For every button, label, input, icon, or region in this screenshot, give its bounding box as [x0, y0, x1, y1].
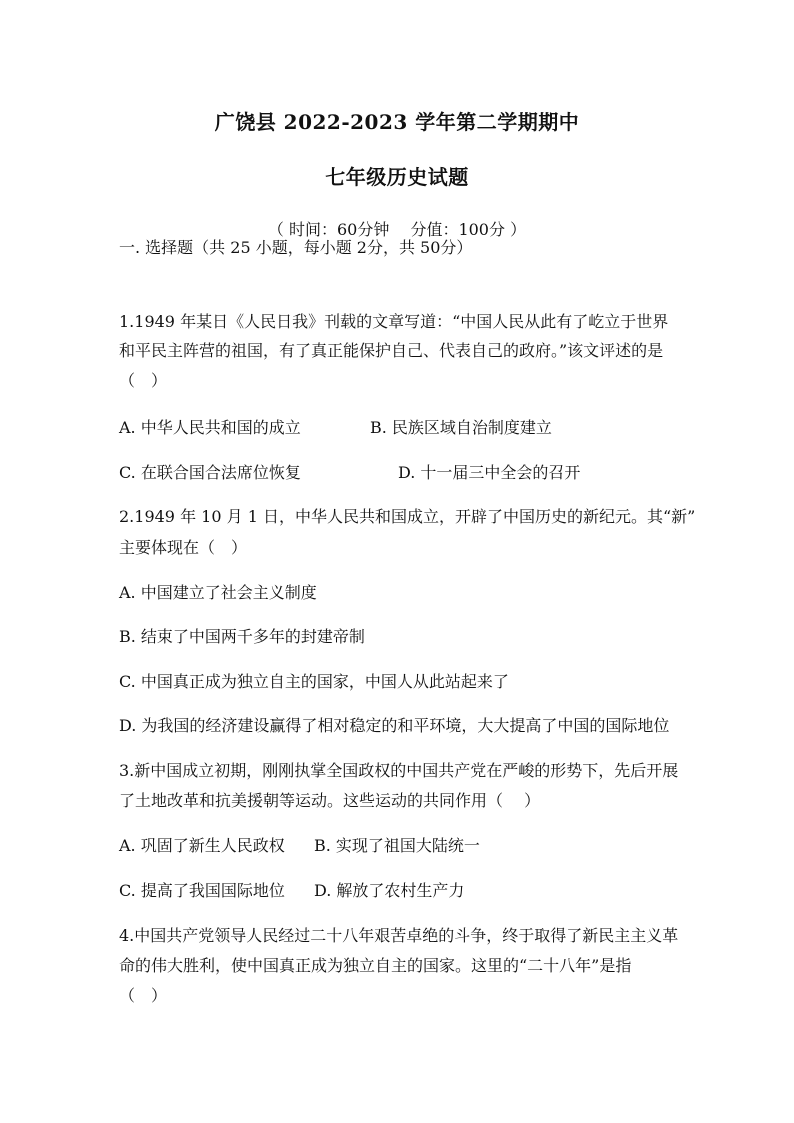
option-c: C. 在联合国合法席位恢复: [119, 463, 301, 482]
option-b: B. 民族区域自治制度建立: [370, 418, 552, 437]
question-line: 主要体现在（ ）: [119, 538, 248, 557]
question-line: 了土地改革和抗美援朝等运动。这些运动的共同作用（ ）: [119, 791, 541, 810]
question-line: （ ）: [119, 371, 168, 390]
option-d: D. 为我国的经济建设赢得了相对稳定的和平环境，大大提高了中国的国际地位: [119, 716, 670, 735]
option-b: B. 实现了祖国大陆统一: [314, 836, 480, 855]
section-heading: 一. 选择题（共 25 小题，每小题 2分，共 50分）: [119, 238, 473, 257]
question-line: 和平民主阵营的祖国，有了真正能保护自己、代表自己的政府。”该文评述的是: [119, 341, 664, 360]
question-line: 命的伟大胜利，使中国真正成为独立自主的国家。这里的“二十八年”是指: [119, 956, 632, 975]
option-a: A. 中华人民共和国的成立: [119, 418, 301, 437]
exam-subtitle: 七年级历史试题: [325, 165, 469, 189]
option-c: C. 提高了我国国际地位: [119, 881, 285, 900]
option-d: D. 十一届三中全会的召开: [398, 463, 581, 482]
question-line: 1.1949 年某日《人民日我》刊载的文章写道：“中国人民从此有了屹立于世界: [119, 312, 669, 331]
question-line: （ ）: [119, 986, 168, 1005]
option-d: D. 解放了农村生产力: [314, 881, 465, 900]
question-line: 3.新中国成立初期，刚刚执掌全国政权的中国共产党在严峻的形势下，先后开展: [119, 761, 679, 780]
option-b: B. 结束了中国两千多年的封建帝制: [119, 627, 365, 646]
question-line: 4.中国共产党领导人民经过二十八年艰苦卓绝的斗争，终于取得了新民主主义革: [119, 926, 679, 945]
option-c: C. 中国真正成为独立自主的国家，中国人从此站起来了: [119, 672, 509, 691]
option-a: A. 中国建立了社会主义制度: [119, 583, 317, 602]
question-line: 2.1949 年 10 月 1 日，中华人民共和国成立，开辟了中国历史的新纪元。其“新”: [119, 507, 696, 526]
option-a: A. 巩固了新生人民政权: [119, 836, 285, 855]
exam-info: （ 时间：60分钟 分值：100分 ）: [267, 220, 527, 239]
exam-title: 广饶县 2022-2023 学年第二学期期中: [214, 110, 580, 134]
